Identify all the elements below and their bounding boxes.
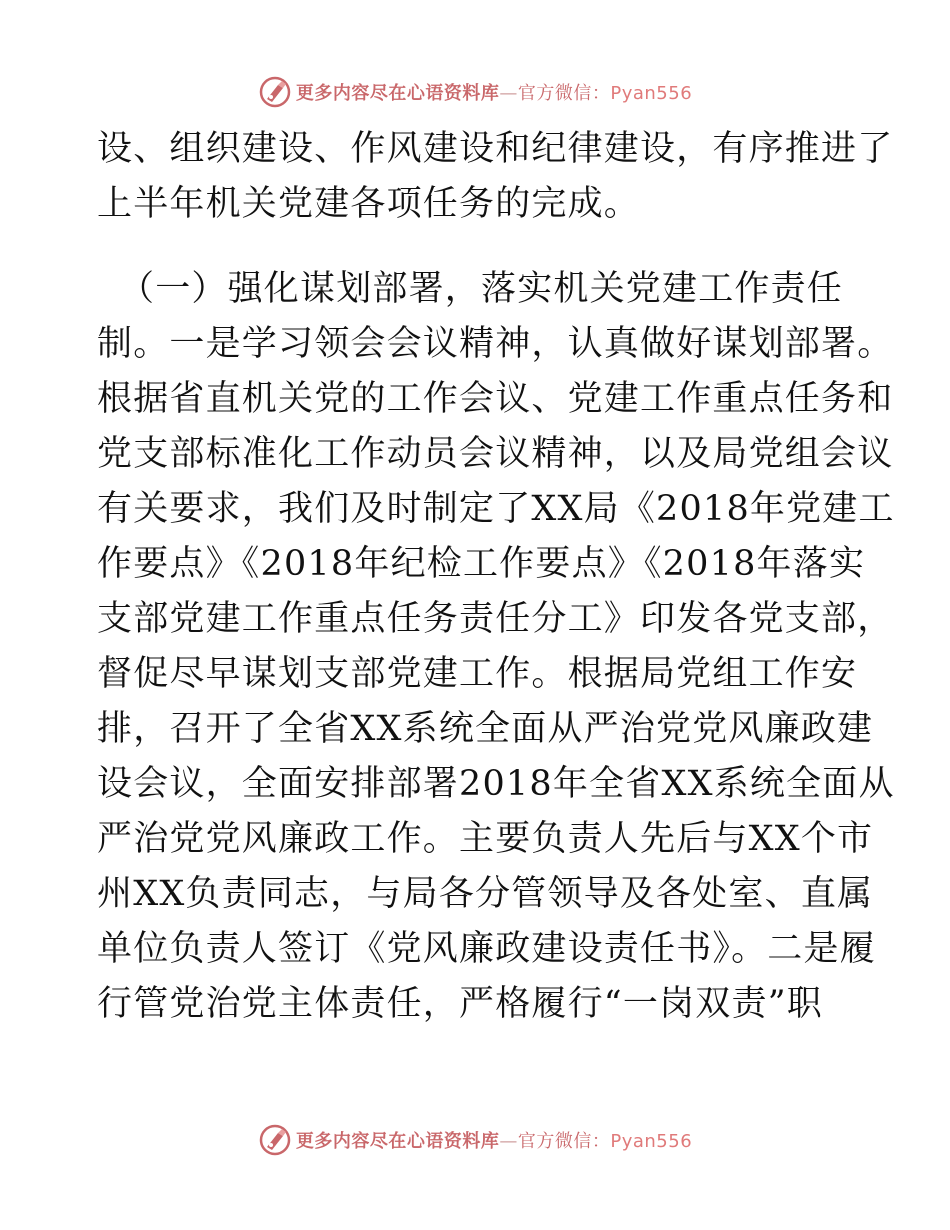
footer-banner-text — [296, 1127, 692, 1153]
header-banner-text — [296, 79, 692, 105]
body-line-15: 单位负责人签订《党风廉政建设责任书》。二是履 — [97, 929, 876, 969]
pen-nib-logo-icon — [258, 1123, 292, 1157]
footer-banner-official: 官方微信： — [517, 1131, 611, 1152]
body-line-13: 严治党党风廉政工作。主要负责人先后与XX个市 — [97, 819, 874, 859]
body-line-9: 支部党建工作重点任务责任分工》印发各党支部， — [97, 599, 894, 639]
header-watermark-banner — [0, 72, 950, 112]
body-line-12: 设会议，全面安排部署2018年全省XX系统全面从 — [97, 764, 895, 804]
footer-banner-separator: — — [499, 1131, 518, 1152]
footer-watermark-banner — [0, 1120, 950, 1160]
body-line-11: 排，召开了全省XX系统全面从严治党党风廉政建 — [97, 709, 874, 749]
footer-banner-wechat-id: Pyan556 — [610, 1131, 693, 1152]
body-line-4: 制。一是学习领会会议精神，认真做好谋划部署。 — [97, 324, 894, 364]
header-banner-wechat-id: Pyan556 — [610, 83, 693, 104]
header-banner-main: 更多内容尽在心语资料库 — [295, 83, 500, 104]
section-heading-line: （一）强化谋划部署，落实机关党建工作责任 — [119, 269, 844, 309]
body-line-5: 根据省直机关党的工作会议、党建工作重点任务和 — [97, 379, 894, 419]
body-line-8: 作要点》《2018年纪检工作要点》《2018年落实 — [97, 544, 866, 584]
body-line-6: 党支部标准化工作动员会议精神，以及局党组会议 — [97, 434, 894, 474]
header-banner-separator: — — [499, 83, 518, 104]
body-line-14: 州XX负责同志，与局各分管领导及各处室、直属 — [97, 874, 874, 914]
pen-nib-logo-icon — [258, 75, 292, 109]
header-banner-official: 官方微信： — [517, 83, 611, 104]
body-line-1: 设、组织建设、作风建设和纪律建设，有序推进了 — [97, 129, 894, 169]
body-line-10: 督促尽早谋划支部党建工作。根据局党组工作安 — [97, 654, 858, 694]
footer-banner-main: 更多内容尽在心语资料库 — [295, 1131, 500, 1152]
document-body — [97, 122, 895, 1032]
body-line-7: 有关要求，我们及时制定了XX局《2018年党建工 — [97, 489, 895, 529]
body-line-2: 上半年机关党建各项任务的完成。 — [97, 184, 641, 224]
body-line-16: 行管党治党主体责任，严格履行“一岗双责”职 — [97, 984, 823, 1024]
